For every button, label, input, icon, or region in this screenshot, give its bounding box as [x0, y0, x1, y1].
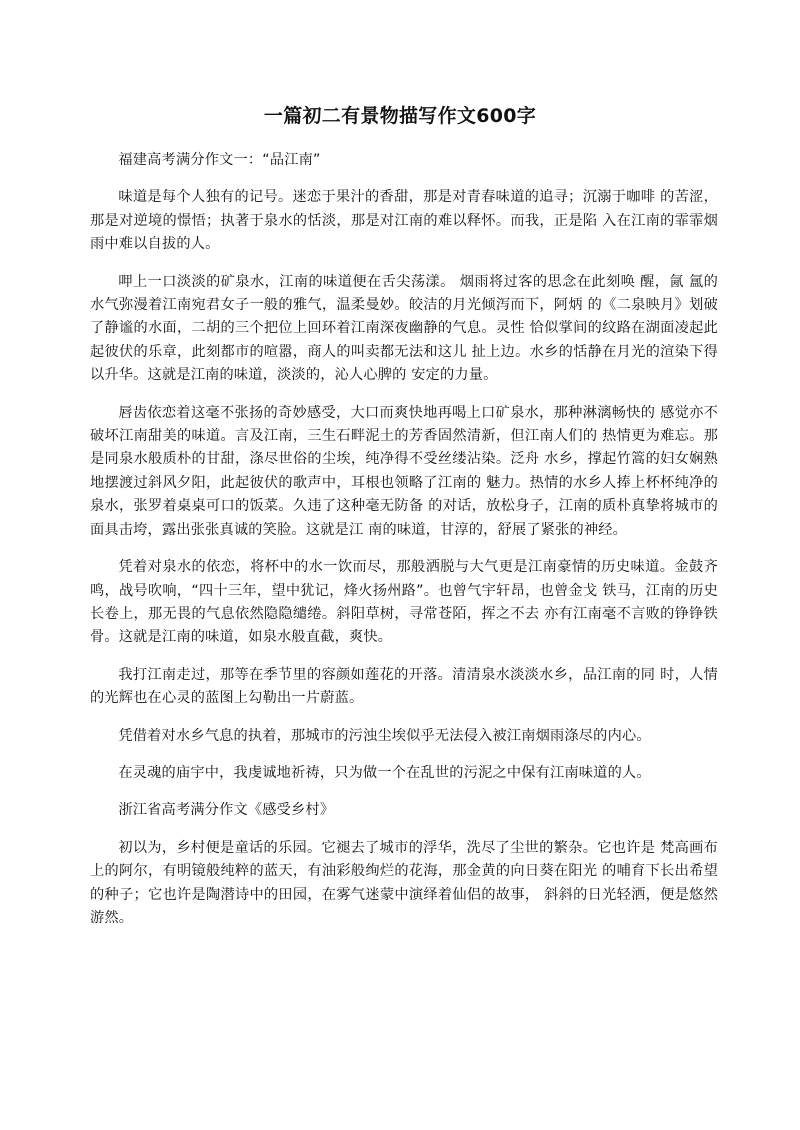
section-heading: 浙江省高考满分作文《感受乡村》 — [118, 802, 335, 819]
document-title: 一篇初二有景物描写作文600字 — [263, 105, 537, 127]
paragraph: 凭借着对水乡气息的执着，那城市的污浊尘埃似乎无法侵入被江南烟雨涤尽的内心。 — [118, 727, 651, 744]
document-body — [90, 149, 718, 930]
paragraph: 呷上一口淡淡的矿泉水，江南的味道便在舌尖荡漾。 烟雨将过客的思念在此刻唤 醒，氤 氲的水气弥漫着江南宛君女子一般的雅气，温柔曼妙。皎洁的月光倾泻而下，阿炳 的《二泉映月》划破了静谧的水面，二胡的三个把位上回环着江南深夜幽静的气息。灵性 恰似掌间的纹路在湖面凌起此起彼伏的乐章，此刻都市的喧嚣，商人的叫卖都无法和这儿 扯上边。水乡的恬静在月光的渲染下得以升华。这就是江南的味道，淡淡的，沁人心脾的 安定的力量。 — [90, 273, 718, 384]
paragraph: 初以为，乡村便是童话的乐园。它褪去了城市的浮华，洗尽了尘世的繁杂。它也许是 梵高画布上的阿尔，有明镜般纯粹的蓝天，有油彩般绚烂的花海，那金黄的向日葵在阳光 的哺育下长出希望的种子；它也许是陶潜诗中的田园，在雾气迷蒙中演绎着仙侣的故事， 斜斜的日光轻洒，便是悠然游然。 — [90, 839, 718, 926]
paragraph: 我打江南走过，那等在季节里的容颜如莲花的开落。清清泉水淡淡水乡，品江南的同 时，人情的光辉也在心灵的蓝图上勾勒出一片蔚蓝。 — [90, 666, 718, 707]
paragraph: 唇齿依恋着这毫不张扬的奇妙感受，大口而爽快地再喝上口矿泉水，那种淋漓畅快的 感觉亦不破坏江南甜美的味道。言及江南，三生石畔泥土的芳香固然清新，但江南人们的 热情更为难忘。那是同泉水般质朴的甘甜，涤尽世俗的尘埃，纯净得不受丝缕沾染。泛舟 水乡，撑起竹篙的妇女娴熟地摆渡过斜风夕阳，此起彼伏的歌声中，耳根也领略了江南的 魅力。热情的水乡人捧上杯杯纯净的泉水，张罗着桌桌可口的饭菜。久违了这种毫无防备 的对话，放松身子，江南的质朴真挚将城市的面具击垮，露出张张真诚的笑脸。这就是江 南的味道，甘淳的，舒展了紧张的神经。 — [90, 404, 718, 538]
paragraph: 福建高考满分作文一：“品江南” — [118, 152, 321, 168]
paragraph: 凭着对泉水的依恋，将杯中的水一饮而尽，那般洒脱与大气更是江南豪情的历史味道。金鼓齐鸣，战号吹响，“四十三年，望中犹记，烽火扬州路”。也曾气宇轩昂，也曾金戈 铁马，江南的历史长卷上，那无畏的气息依然隐隐缱绻。斜阳草树，寻常苍陌，挥之不去 亦有江南毫不言败的铮铮铁骨。这就是江南的味道，如泉水般直截，爽快。 — [90, 559, 718, 646]
paragraph: 味道是每个人独有的记号。迷恋于果汁的香甜，那是对青春味道的追寻；沉溺于咖啡 的苦涩，那是对逆境的憬悟；执著于泉水的恬淡，那是对江南的难以释怀。而我，正是陷 入在江南的霏霏烟雨中难以自拔的人。 — [90, 189, 718, 253]
paragraph: 在灵魂的庙宇中，我虔诚地祈祷，只为做一个在乱世的污泥之中保有江南味道的人。 — [118, 764, 651, 781]
